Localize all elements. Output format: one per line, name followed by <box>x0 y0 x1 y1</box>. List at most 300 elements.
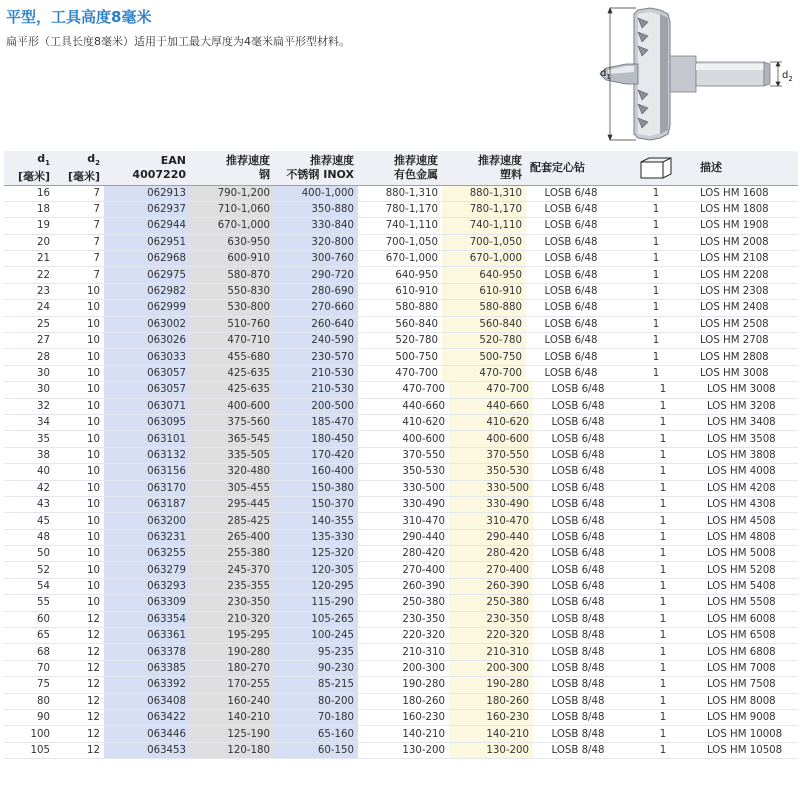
cell-d1: 28 <box>4 349 54 365</box>
cell-d1: 105 <box>4 742 54 758</box>
cell-centering-drill: LOSB 6/48 <box>533 562 623 578</box>
cell-d1: 65 <box>4 628 54 644</box>
cell-description: LOS HM 2408 <box>696 300 798 316</box>
cell-description: LOS HM 3208 <box>703 398 800 414</box>
cell-centering-drill: LOSB 6/48 <box>526 349 616 365</box>
cell-speed-steel: 295-445 <box>190 496 274 512</box>
cell-centering-drill: LOSB 6/48 <box>533 578 623 594</box>
cell-speed-steel: 335-505 <box>190 447 274 463</box>
cell-centering-drill: LOSB 6/48 <box>533 480 623 496</box>
cell-d2: 10 <box>54 365 104 381</box>
cell-centering-drill: LOSB 6/48 <box>526 267 616 283</box>
cell-speed-nonferrous: 350-530 <box>365 464 449 480</box>
cell-d2: 10 <box>54 595 104 611</box>
cell-package-qty: 1 <box>616 185 696 201</box>
cell-ean: 063170 <box>104 480 190 496</box>
d2-label: $d_2$ <box>782 70 793 83</box>
cell-speed-plastic: 220-320 <box>449 628 533 644</box>
cell-description: LOS HM 6808 <box>703 644 800 660</box>
cell-description: LOS HM 7508 <box>703 677 800 693</box>
cell-ean: 063453 <box>104 742 190 758</box>
cell-speed-inox: 300-760 <box>274 251 358 267</box>
cell-description: LOS HM 6508 <box>703 628 800 644</box>
cell-d1: 48 <box>4 529 54 545</box>
table-row <box>4 365 798 381</box>
cell-ean: 063026 <box>104 333 190 349</box>
cell-speed-plastic: 350-530 <box>449 464 533 480</box>
cell-speed-inox: 65-160 <box>274 726 358 742</box>
cell-package-qty: 1 <box>623 513 703 529</box>
cell-speed-plastic: 410-620 <box>449 414 533 430</box>
page-subtitle: 扁平形（工具长度8毫米）适用于加工最大厚度为4毫米扁平形型材料。 <box>6 35 350 48</box>
cell-d2: 12 <box>54 677 104 693</box>
cell-d2: 7 <box>54 267 104 283</box>
table-row <box>4 382 798 398</box>
cell-speed-steel: 230-350 <box>190 595 274 611</box>
cell-d1: 16 <box>4 185 54 201</box>
table-row <box>4 628 798 644</box>
cell-ean: 063156 <box>104 464 190 480</box>
cell-package-qty: 1 <box>623 644 703 660</box>
cell-speed-nonferrous: 500-750 <box>358 349 442 365</box>
cell-package-qty: 1 <box>623 611 703 627</box>
cell-speed-inox: 150-370 <box>274 496 358 512</box>
header-d1: $d_1$ [毫米] <box>4 151 54 185</box>
cell-speed-nonferrous: 210-310 <box>365 644 449 660</box>
table-row <box>4 611 798 627</box>
header-centering-drill: 配套定心钻 <box>526 151 616 185</box>
cell-d2: 7 <box>54 185 104 201</box>
cell-d2: 10 <box>54 414 104 430</box>
cell-d1: 40 <box>4 464 54 480</box>
table-row <box>4 595 798 611</box>
cell-d2: 10 <box>54 316 104 332</box>
cell-description: LOS HM 3408 <box>703 414 800 430</box>
header-ean: EAN 4007220 <box>104 151 190 185</box>
cell-d1: 30 <box>4 382 54 398</box>
table-row <box>4 529 798 545</box>
cell-speed-inox: 60-150 <box>274 742 358 758</box>
cell-d2: 10 <box>54 333 104 349</box>
cell-package-qty: 1 <box>623 628 703 644</box>
cell-speed-nonferrous: 880-1,310 <box>358 185 442 201</box>
cell-description: LOS HM 5008 <box>703 546 800 562</box>
cell-speed-inox: 230-570 <box>274 349 358 365</box>
cell-speed-inox: 150-380 <box>274 480 358 496</box>
cell-d1: 42 <box>4 480 54 496</box>
cell-speed-steel: 400-600 <box>190 398 274 414</box>
cell-package-qty: 1 <box>623 529 703 545</box>
cell-d1: 18 <box>4 201 54 217</box>
cell-speed-steel: 265-400 <box>190 529 274 545</box>
cell-speed-nonferrous: 740-1,110 <box>358 218 442 234</box>
cell-speed-steel: 600-910 <box>190 251 274 267</box>
table-row <box>4 562 798 578</box>
cell-package-qty: 1 <box>623 464 703 480</box>
cell-ean: 062951 <box>104 234 190 250</box>
table-row <box>4 218 798 234</box>
cell-description: LOS HM 1908 <box>696 218 798 234</box>
cell-speed-inox: 200-500 <box>274 398 358 414</box>
cell-speed-plastic: 270-400 <box>449 562 533 578</box>
cell-package-qty: 1 <box>623 562 703 578</box>
cell-speed-inox: 240-590 <box>274 333 358 349</box>
cell-speed-steel: 580-870 <box>190 267 274 283</box>
cell-centering-drill: LOSB 6/48 <box>533 431 623 447</box>
cell-ean: 063408 <box>104 693 190 709</box>
cell-package-qty: 1 <box>623 660 703 676</box>
cell-description: LOS HM 2308 <box>696 283 798 299</box>
cell-speed-steel: 180-270 <box>190 660 274 676</box>
cell-centering-drill: LOSB 6/48 <box>533 398 623 414</box>
cell-speed-nonferrous: 190-280 <box>365 677 449 693</box>
table-row <box>4 300 798 316</box>
cell-d2: 10 <box>54 529 104 545</box>
cell-description: LOS HM 2708 <box>696 333 798 349</box>
cell-speed-plastic: 160-230 <box>449 710 533 726</box>
cell-speed-plastic: 250-380 <box>449 595 533 611</box>
cell-centering-drill: LOSB 6/48 <box>526 283 616 299</box>
cell-package-qty: 1 <box>623 677 703 693</box>
table-body <box>4 185 798 759</box>
cell-d2: 10 <box>54 300 104 316</box>
cell-package-qty: 1 <box>616 349 696 365</box>
cell-speed-nonferrous: 470-700 <box>358 365 442 381</box>
cell-centering-drill: LOSB 8/48 <box>533 742 623 758</box>
cell-speed-nonferrous: 580-880 <box>358 300 442 316</box>
cell-speed-nonferrous: 270-400 <box>365 562 449 578</box>
cell-speed-steel: 630-950 <box>190 234 274 250</box>
cell-centering-drill: LOSB 8/48 <box>533 660 623 676</box>
cell-speed-inox: 85-215 <box>274 677 358 693</box>
cell-speed-nonferrous: 400-600 <box>365 431 449 447</box>
cell-speed-plastic: 130-200 <box>449 742 533 758</box>
cell-speed-plastic: 880-1,310 <box>442 185 526 201</box>
cell-description: LOS HM 8008 <box>703 693 800 709</box>
cell-d2: 7 <box>54 201 104 217</box>
table-row <box>4 644 798 660</box>
table-row <box>4 349 798 365</box>
table-row <box>4 251 798 267</box>
cell-package-qty: 1 <box>623 726 703 742</box>
cell-speed-steel: 510-760 <box>190 316 274 332</box>
table-row <box>4 693 798 709</box>
cell-d1: 38 <box>4 447 54 463</box>
cell-speed-steel: 550-830 <box>190 283 274 299</box>
table-row <box>4 267 798 283</box>
cell-description: LOS HM 10508 <box>703 742 800 758</box>
cell-speed-steel: 125-190 <box>190 726 274 742</box>
cell-ean: 063187 <box>104 496 190 512</box>
cell-description: LOS HM 2808 <box>696 349 798 365</box>
cell-speed-steel: 375-560 <box>190 414 274 430</box>
cell-speed-nonferrous: 610-910 <box>358 283 442 299</box>
cell-speed-plastic: 290-440 <box>449 529 533 545</box>
cell-package-qty: 1 <box>616 267 696 283</box>
cell-centering-drill: LOSB 6/48 <box>526 333 616 349</box>
table-row <box>4 578 798 594</box>
cell-description: LOS HM 4508 <box>703 513 800 529</box>
cell-speed-plastic: 210-310 <box>449 644 533 660</box>
cell-description: LOS HM 2208 <box>696 267 798 283</box>
cell-d1: 34 <box>4 414 54 430</box>
cell-speed-steel: 140-210 <box>190 710 274 726</box>
cell-speed-inox: 80-200 <box>274 693 358 709</box>
cell-speed-nonferrous: 780-1,170 <box>358 201 442 217</box>
cell-d2: 10 <box>54 283 104 299</box>
cell-ean: 062999 <box>104 300 190 316</box>
cell-d2: 10 <box>54 447 104 463</box>
header-speed-plastic: 推荐速度 塑料 <box>442 151 526 185</box>
cell-speed-steel: 455-680 <box>190 349 274 365</box>
cell-d1: 21 <box>4 251 54 267</box>
cell-speed-plastic: 470-700 <box>449 382 533 398</box>
cell-description: LOS HM 2508 <box>696 316 798 332</box>
cell-speed-plastic: 640-950 <box>442 267 526 283</box>
spec-table <box>4 151 798 759</box>
cell-d2: 10 <box>54 349 104 365</box>
header-d2: $d_2$ [毫米] <box>54 151 104 185</box>
cell-d1: 55 <box>4 595 54 611</box>
cell-centering-drill: LOSB 6/48 <box>533 382 623 398</box>
cell-package-qty: 1 <box>616 333 696 349</box>
cell-speed-steel: 235-355 <box>190 578 274 594</box>
cell-d2: 12 <box>54 693 104 709</box>
cell-description: LOS HM 3008 <box>703 382 800 398</box>
cell-centering-drill: LOSB 6/48 <box>533 513 623 529</box>
cell-speed-steel: 670-1,000 <box>190 218 274 234</box>
cell-d1: 43 <box>4 496 54 512</box>
cell-ean: 063279 <box>104 562 190 578</box>
cell-ean: 063392 <box>104 677 190 693</box>
cell-description: LOS HM 4808 <box>703 529 800 545</box>
cell-speed-steel: 530-800 <box>190 300 274 316</box>
cell-ean: 063361 <box>104 628 190 644</box>
cell-speed-nonferrous: 640-950 <box>358 267 442 283</box>
cell-speed-nonferrous: 290-440 <box>365 529 449 545</box>
cell-description: LOS HM 7008 <box>703 660 800 676</box>
cell-d2: 12 <box>54 660 104 676</box>
cell-speed-steel: 245-370 <box>190 562 274 578</box>
cell-speed-nonferrous: 260-390 <box>365 578 449 594</box>
cell-d2: 10 <box>54 464 104 480</box>
header-speed-steel: 推荐速度 钢 <box>190 151 274 185</box>
table-row <box>4 742 798 758</box>
cell-speed-steel: 710-1,060 <box>190 201 274 217</box>
cell-package-qty: 1 <box>623 382 703 398</box>
cell-d2: 12 <box>54 710 104 726</box>
cell-speed-steel: 255-380 <box>190 546 274 562</box>
cell-speed-plastic: 670-1,000 <box>442 251 526 267</box>
cell-d2: 10 <box>54 431 104 447</box>
cell-d2: 10 <box>54 578 104 594</box>
cell-speed-plastic: 560-840 <box>442 316 526 332</box>
cutter-shank <box>670 56 770 92</box>
cell-speed-steel: 160-240 <box>190 693 274 709</box>
table-row <box>4 513 798 529</box>
cell-speed-plastic: 280-420 <box>449 546 533 562</box>
cell-speed-inox: 120-305 <box>274 562 358 578</box>
cell-speed-plastic: 330-500 <box>449 480 533 496</box>
cell-speed-nonferrous: 410-620 <box>365 414 449 430</box>
cell-speed-plastic: 780-1,170 <box>442 201 526 217</box>
cell-d1: 75 <box>4 677 54 693</box>
table-row <box>4 414 798 430</box>
cell-centering-drill: LOSB 6/48 <box>526 234 616 250</box>
cell-centering-drill: LOSB 8/48 <box>533 710 623 726</box>
table-row <box>4 201 798 217</box>
cell-ean: 062975 <box>104 267 190 283</box>
table-row <box>4 234 798 250</box>
cell-d1: 100 <box>4 726 54 742</box>
cell-ean: 063033 <box>104 349 190 365</box>
table-row <box>4 710 798 726</box>
cell-package-qty: 1 <box>623 710 703 726</box>
cell-package-qty: 1 <box>623 546 703 562</box>
cell-d1: 68 <box>4 644 54 660</box>
cell-ean: 063200 <box>104 513 190 529</box>
cell-ean: 063057 <box>104 382 190 398</box>
cell-speed-inox: 400-1,000 <box>274 185 358 201</box>
cell-speed-plastic: 470-700 <box>442 365 526 381</box>
cell-speed-nonferrous: 160-230 <box>365 710 449 726</box>
cell-d1: 80 <box>4 693 54 709</box>
cell-speed-inox: 290-720 <box>274 267 358 283</box>
cell-ean: 063385 <box>104 660 190 676</box>
cell-ean: 063309 <box>104 595 190 611</box>
cell-d2: 12 <box>54 726 104 742</box>
cell-centering-drill: LOSB 8/48 <box>533 726 623 742</box>
cell-package-qty: 1 <box>616 316 696 332</box>
cell-d2: 10 <box>54 480 104 496</box>
cell-centering-drill: LOSB 6/48 <box>533 447 623 463</box>
cell-speed-inox: 185-470 <box>274 414 358 430</box>
cell-ean: 063446 <box>104 726 190 742</box>
cell-speed-inox: 125-320 <box>274 546 358 562</box>
table-row <box>4 660 798 676</box>
cell-speed-plastic: 440-660 <box>449 398 533 414</box>
cell-package-qty: 1 <box>623 578 703 594</box>
cell-description: LOS HM 9008 <box>703 710 800 726</box>
cell-d1: 25 <box>4 316 54 332</box>
cell-d2: 12 <box>54 611 104 627</box>
cell-speed-plastic: 370-550 <box>449 447 533 463</box>
cell-speed-nonferrous: 130-200 <box>365 742 449 758</box>
cell-description: LOS HM 4008 <box>703 464 800 480</box>
header-speed-inox: 推荐速度 不锈钢 INOX <box>274 151 358 185</box>
cell-speed-steel: 790-1,200 <box>190 185 274 201</box>
cell-speed-steel: 320-480 <box>190 464 274 480</box>
cell-speed-nonferrous: 230-350 <box>365 611 449 627</box>
cell-d1: 35 <box>4 431 54 447</box>
cell-speed-inox: 170-420 <box>274 447 358 463</box>
cell-package-qty: 1 <box>616 283 696 299</box>
cell-speed-inox: 330-840 <box>274 218 358 234</box>
cell-speed-nonferrous: 520-780 <box>358 333 442 349</box>
cell-ean: 063255 <box>104 546 190 562</box>
cell-centering-drill: LOSB 6/48 <box>526 251 616 267</box>
cell-d1: 20 <box>4 234 54 250</box>
cell-package-qty: 1 <box>623 398 703 414</box>
cell-centering-drill: LOSB 8/48 <box>533 644 623 660</box>
cell-speed-steel: 285-425 <box>190 513 274 529</box>
cell-centering-drill: LOSB 8/48 <box>533 628 623 644</box>
cell-ean: 063354 <box>104 611 190 627</box>
cell-ean: 063057 <box>104 365 190 381</box>
cell-speed-plastic: 520-780 <box>442 333 526 349</box>
cell-speed-steel: 470-710 <box>190 333 274 349</box>
cell-speed-plastic: 190-280 <box>449 677 533 693</box>
cell-speed-inox: 120-295 <box>274 578 358 594</box>
cell-centering-drill: LOSB 6/48 <box>526 300 616 316</box>
cell-ean: 063293 <box>104 578 190 594</box>
cell-speed-steel: 190-280 <box>190 644 274 660</box>
cell-speed-plastic: 310-470 <box>449 513 533 529</box>
cell-speed-steel: 170-255 <box>190 677 274 693</box>
cell-package-qty: 1 <box>616 365 696 381</box>
cell-d2: 10 <box>54 546 104 562</box>
cell-speed-inox: 90-230 <box>274 660 358 676</box>
cell-package-qty: 1 <box>616 218 696 234</box>
cell-speed-inox: 210-530 <box>274 382 358 398</box>
cell-speed-nonferrous: 200-300 <box>365 660 449 676</box>
cell-speed-plastic: 500-750 <box>442 349 526 365</box>
cell-d1: 90 <box>4 710 54 726</box>
cell-speed-plastic: 330-490 <box>449 496 533 512</box>
cell-centering-drill: LOSB 6/48 <box>533 546 623 562</box>
d1-label: $d_1$ <box>600 68 611 81</box>
cell-speed-plastic: 700-1,050 <box>442 234 526 250</box>
cell-package-qty: 1 <box>623 447 703 463</box>
cell-speed-inox: 270-660 <box>274 300 358 316</box>
header-package-qty <box>616 151 696 185</box>
cell-ean: 063071 <box>104 398 190 414</box>
cell-ean: 062968 <box>104 251 190 267</box>
cell-speed-plastic: 610-910 <box>442 283 526 299</box>
cell-ean: 063422 <box>104 710 190 726</box>
cell-speed-steel: 425-635 <box>190 382 274 398</box>
cell-d2: 7 <box>54 251 104 267</box>
cell-speed-plastic: 140-210 <box>449 726 533 742</box>
cell-speed-inox: 210-530 <box>274 365 358 381</box>
cell-d1: 32 <box>4 398 54 414</box>
cell-speed-nonferrous: 560-840 <box>358 316 442 332</box>
table-row <box>4 316 798 332</box>
cell-speed-plastic: 400-600 <box>449 431 533 447</box>
cell-package-qty: 1 <box>623 693 703 709</box>
cell-speed-steel: 305-455 <box>190 480 274 496</box>
cell-ean: 063132 <box>104 447 190 463</box>
d2-dimension-line <box>770 62 782 86</box>
cell-speed-inox: 115-290 <box>274 595 358 611</box>
cell-centering-drill: LOSB 8/48 <box>533 611 623 627</box>
header-speed-nonferrous: 推荐速度 有色金属 <box>358 151 442 185</box>
cell-d2: 12 <box>54 644 104 660</box>
cell-speed-nonferrous: 140-210 <box>365 726 449 742</box>
cell-speed-inox: 180-450 <box>274 431 358 447</box>
cell-speed-steel: 425-635 <box>190 365 274 381</box>
cell-description: LOS HM 4208 <box>703 480 800 496</box>
cell-package-qty: 1 <box>616 201 696 217</box>
cell-d1: 30 <box>4 365 54 381</box>
table-row <box>4 677 798 693</box>
cell-speed-inox: 135-330 <box>274 529 358 545</box>
cell-centering-drill: LOSB 6/48 <box>526 185 616 201</box>
cell-speed-inox: 320-800 <box>274 234 358 250</box>
table-row <box>4 283 798 299</box>
cell-ean: 063101 <box>104 431 190 447</box>
cell-description: LOS HM 5408 <box>703 578 800 594</box>
